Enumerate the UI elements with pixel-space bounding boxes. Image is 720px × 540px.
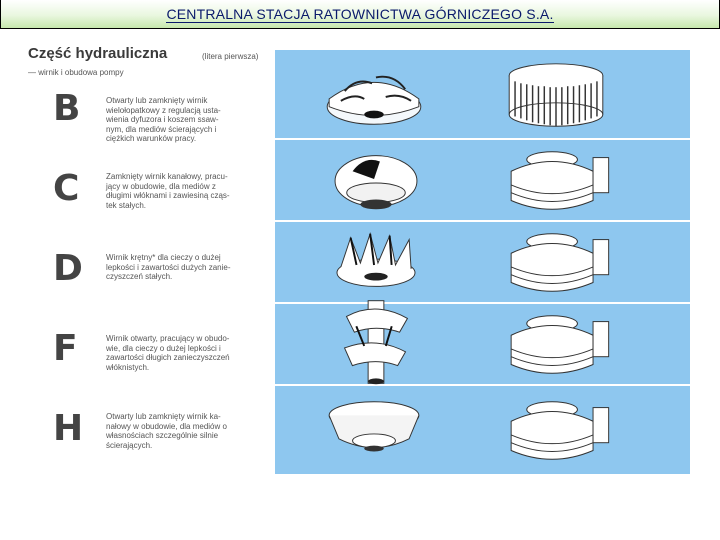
- desc-line: wielołopatkowy z regulacją usta-: [106, 105, 221, 115]
- desc-line: nym, dla mediów ścierających i: [106, 124, 217, 134]
- document-page: [20, 40, 680, 478]
- impeller-d-illustration: [317, 224, 435, 302]
- row-letter-f: F: [53, 328, 78, 369]
- desc-line: Wirnik krętny* dla cieczy o dużej: [106, 253, 221, 262]
- desc-line: nałowy w obudowie, dla mediów o: [106, 421, 227, 431]
- section-title: Część hydrauliczna: [28, 45, 168, 62]
- panel-row-c: [275, 140, 690, 220]
- desc-line: tek stałych.: [106, 200, 147, 210]
- desc-line: zawartości długich zanieczyszczeń: [106, 353, 230, 363]
- pump-casing-f-illustration: [497, 306, 615, 384]
- desc-line: Otwarty lub zamknięty wirnik ka-: [106, 412, 221, 421]
- suction-basket-illustration: [497, 56, 615, 134]
- pump-casing-d-illustration: [497, 224, 615, 302]
- desc-line: jący w obudowie, dla mediów z: [106, 181, 216, 191]
- desc-line: Zamknięty wirnik kanałowy, pracu-: [106, 172, 228, 181]
- desc-line: ścierających.: [106, 440, 153, 450]
- desc-line: wie, dla cieczy o dużej lepkości i: [106, 343, 221, 353]
- impeller-c-illustration: [317, 142, 435, 220]
- impeller-b-illustration: [315, 56, 433, 134]
- row-letter-d: D: [53, 248, 83, 289]
- desc-line: wienia dyfuzora i koszem ssaw-: [106, 115, 219, 125]
- desc-line: czyszczeń stałych.: [106, 272, 173, 282]
- row-letter-b: B: [53, 88, 81, 129]
- row-description-h: [106, 412, 268, 450]
- desc-line: włóknistych.: [106, 362, 150, 372]
- section-subtitle: — wirnik i obudowa pompy: [28, 68, 124, 77]
- panel-row-d: [275, 222, 690, 302]
- row-description-b: [106, 96, 268, 144]
- desc-line: lepkości i zawartości dużych zanie-: [106, 262, 231, 272]
- desc-line: własnościach szczególnie silnie: [106, 431, 219, 441]
- desc-line: Wirnik otwarty, pracujący w obudo-: [106, 334, 230, 343]
- row-description-f: [106, 334, 268, 372]
- desc-line: ciężkich warunków pracy.: [106, 134, 197, 144]
- row-description-d: [106, 253, 268, 282]
- desc-line: Otwarty lub zamknięty wirnik: [106, 96, 208, 105]
- desc-line: długimi włóknami i zawiesiną cząs-: [106, 191, 230, 201]
- impeller-h-illustration: [315, 392, 433, 470]
- panel-row-b: [275, 50, 690, 138]
- panel-row-f: [275, 304, 690, 384]
- row-letter-c: C: [53, 168, 80, 209]
- header-title: CENTRALNA STACJA RATOWNICTWA GÓRNICZEGO S.A.: [166, 6, 554, 22]
- pump-casing-h-illustration: [497, 392, 615, 470]
- pump-casing-c-illustration: [497, 142, 615, 220]
- section-note: (litera pierwsza): [202, 52, 259, 61]
- header-bar: [0, 0, 720, 29]
- row-description-c: [106, 172, 268, 210]
- impeller-f-illustration: [317, 296, 435, 388]
- panel-row-h: [275, 386, 690, 474]
- row-letter-h: H: [53, 408, 84, 449]
